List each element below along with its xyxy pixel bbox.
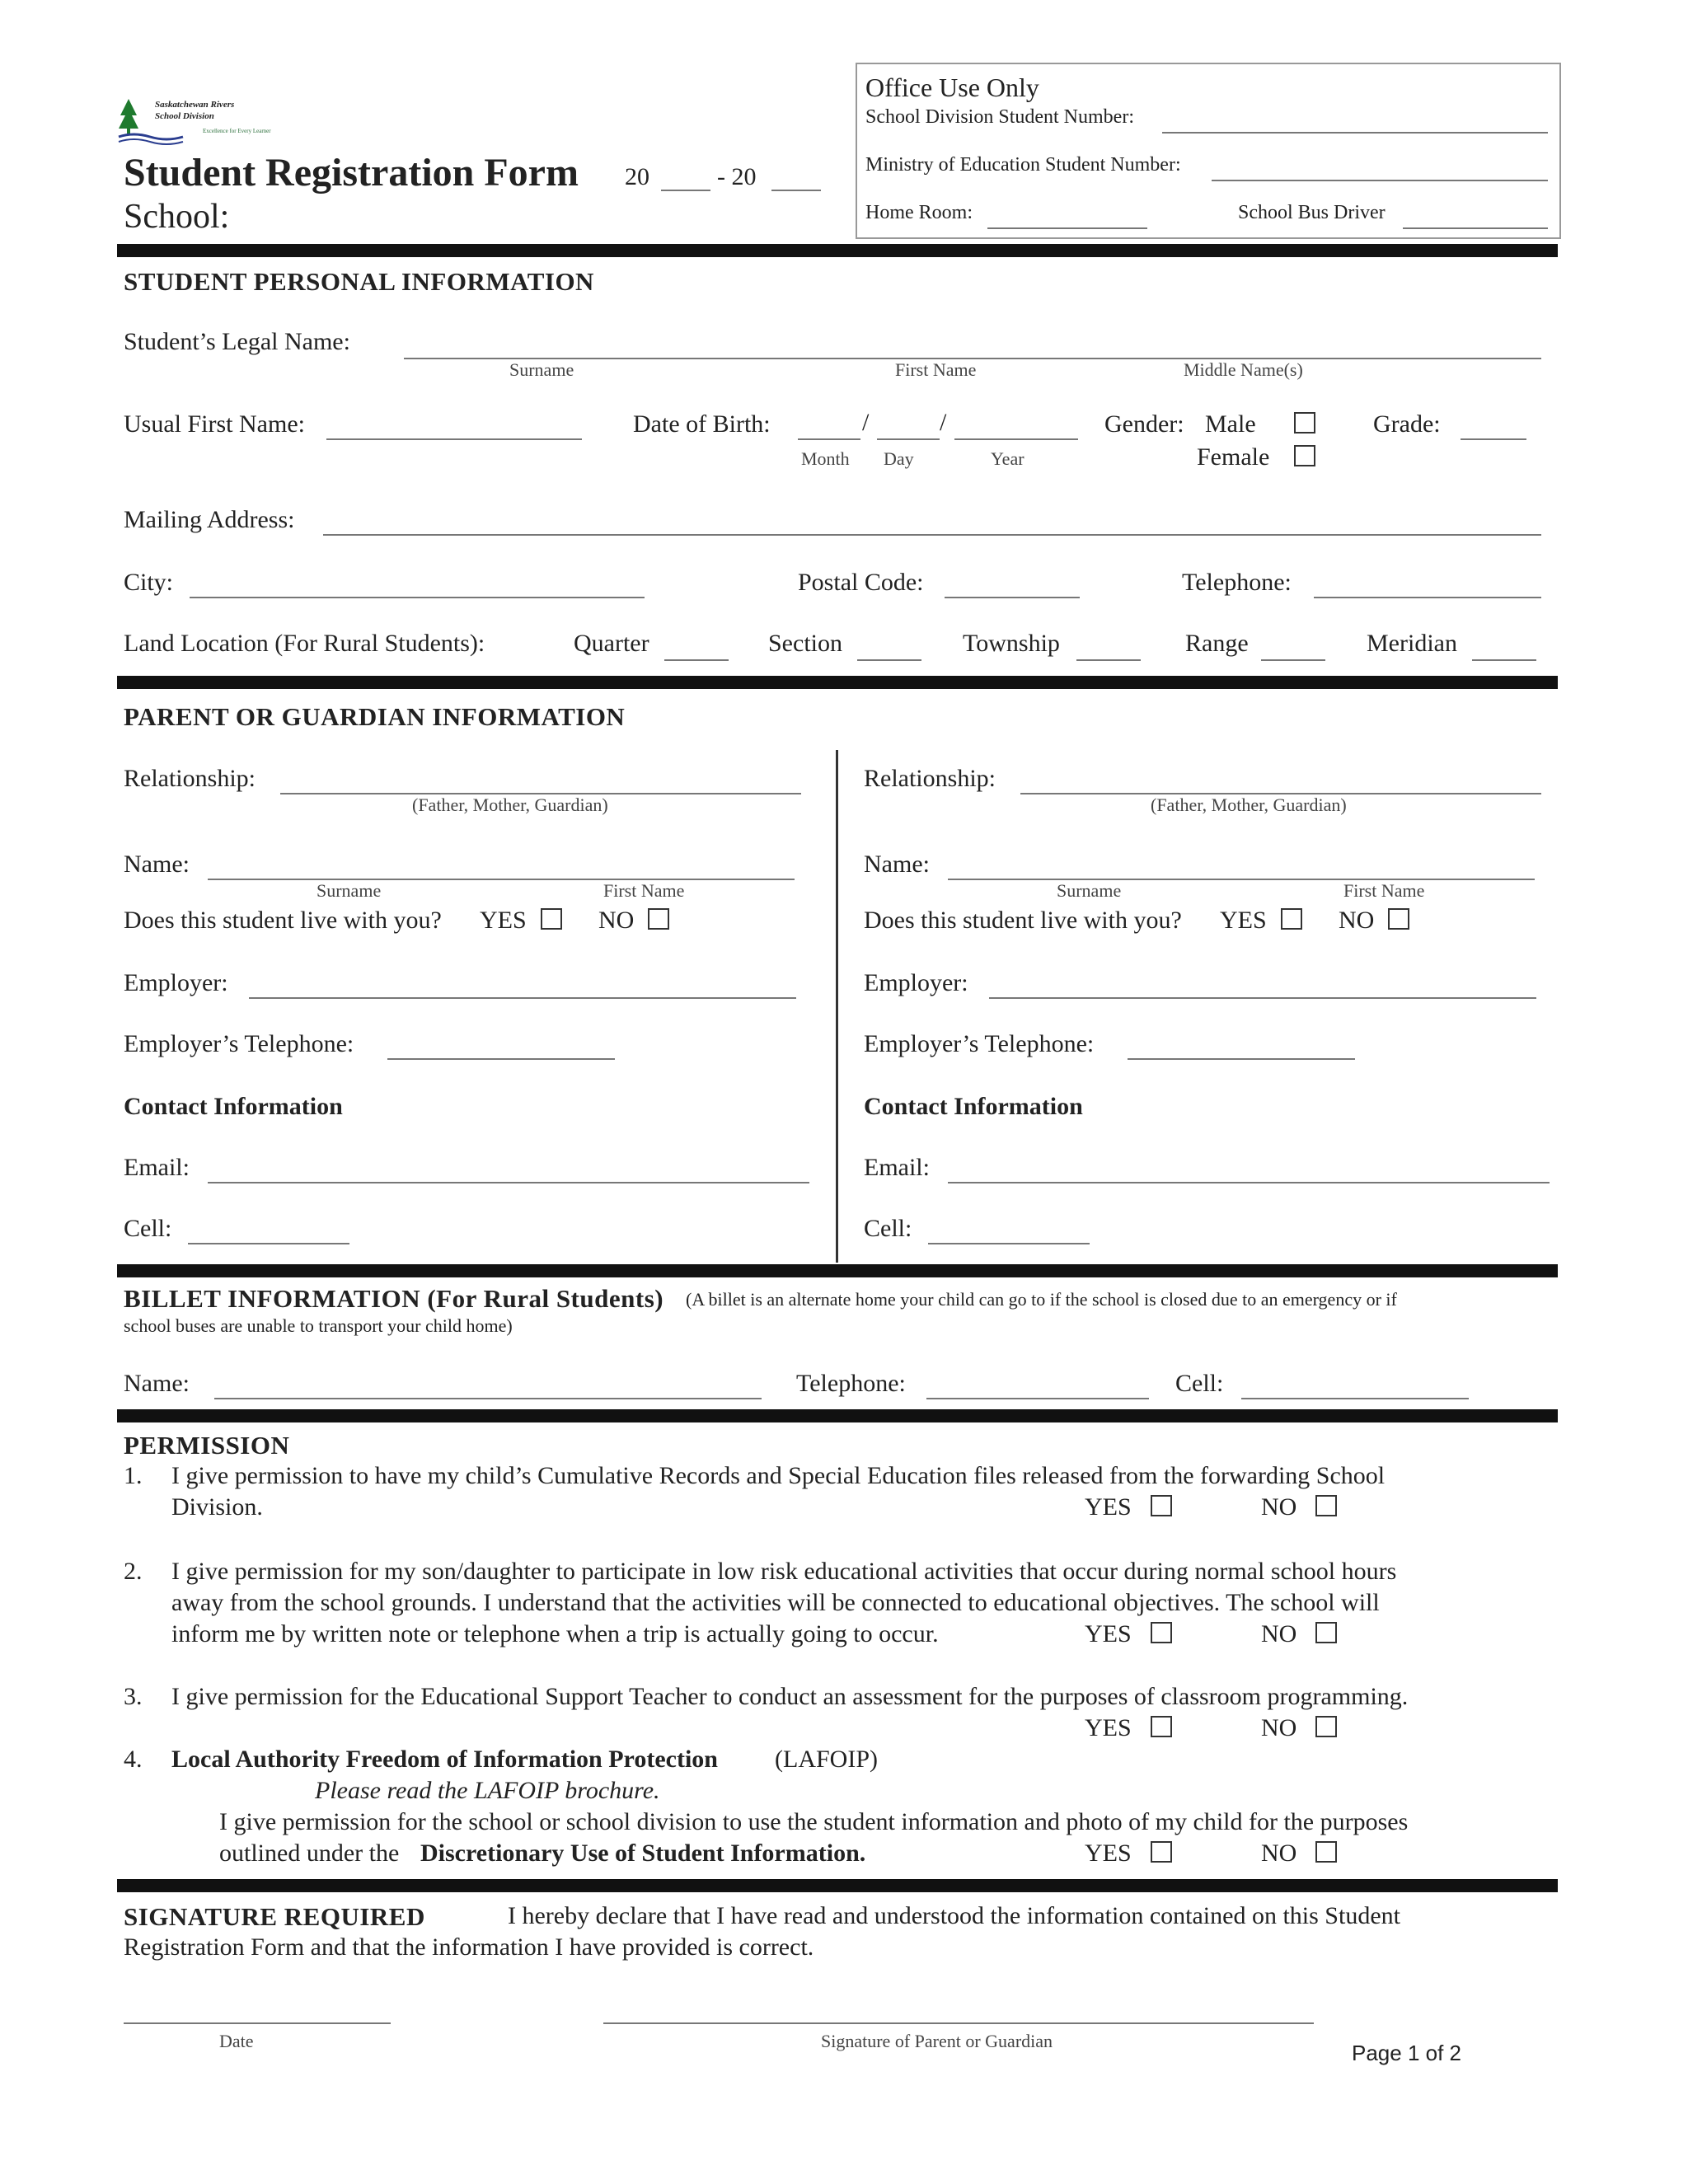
grade-field[interactable] [1461,414,1526,440]
dob-day-field[interactable] [877,414,940,440]
parent1-name-field[interactable] [208,854,795,880]
year-end-field[interactable] [771,165,821,191]
permission-3-line-1: I give permission for the Educational Support Teacher to conduct an assessment for the purposes of classroom programming. [171,1683,1409,1710]
permission-4-line-2: outlined under the [219,1840,400,1867]
gender-female-checkbox[interactable] [1294,445,1315,466]
signature-date-hint: Date [219,2031,254,2051]
quarter-field[interactable] [664,635,729,661]
permission-4-yes-checkbox[interactable] [1151,1841,1172,1863]
legal-firstname-hint: First Name [895,359,977,380]
permission-2-yes-label: YES [1085,1620,1132,1647]
dob-month-hint: Month [801,448,850,469]
page-number: Page 1 of 2 [1352,2041,1461,2065]
parent2-live-with-label: Does this student live with you? [864,907,1182,934]
billet-telephone-label: Telephone: [796,1370,906,1397]
permission-heading: PERMISSION [124,1431,290,1460]
permission-1-number: 1. [124,1462,143,1489]
home-room-label: Home Room: [865,202,973,223]
legal-name-label: Student’s Legal Name: [124,328,350,355]
parent2-cell-field[interactable] [928,1218,1090,1244]
township-label: Township [963,630,1060,657]
parent2-relationship-hint: (Father, Mother, Guardian) [1151,794,1347,815]
land-location-label: Land Location (For Rural Students): [124,630,485,657]
office-title: Office Use Only [865,73,1039,102]
section-divider [117,1879,1558,1892]
gender-female-label: Female [1197,443,1270,471]
sd-number-label: School Division Student Number: [865,106,1134,128]
city-label: City: [124,569,174,596]
dob-slash-1: / [862,409,870,436]
permission-4-yes-label: YES [1085,1840,1132,1867]
usual-first-label: Usual First Name: [124,410,305,438]
billet-note-line-2: school buses are unable to transport your child home) [124,1315,513,1336]
parent2-name-field[interactable] [948,854,1535,880]
ministry-number-label: Ministry of Education Student Number: [865,154,1181,176]
sd-number-field[interactable] [1162,107,1548,134]
legal-middle-hint: Middle Name(s) [1184,359,1303,380]
parent1-cell-label: Cell: [124,1215,172,1242]
postal-code-field[interactable] [945,572,1080,598]
parent1-cell-field[interactable] [188,1218,349,1244]
logo-line-1: Saskatchewan Rivers [155,100,235,110]
city-field[interactable] [190,572,645,598]
permission-4-title: Local Authority Freedom of Information Protection [171,1746,718,1773]
parent2-email-field[interactable] [948,1157,1550,1183]
home-room-field[interactable] [987,203,1147,229]
section-label: Section [768,630,842,657]
legal-name-field[interactable] [404,333,1541,359]
billet-telephone-field[interactable] [926,1373,1149,1399]
parent1-relationship-hint: (Father, Mother, Guardian) [412,794,608,815]
section-divider [117,1264,1558,1277]
permission-2-no-label: NO [1261,1620,1297,1647]
dob-day-hint: Day [884,448,914,469]
permission-4-no-checkbox[interactable] [1315,1841,1337,1863]
section-divider [117,1409,1558,1422]
parent2-surname-hint: Surname [1057,880,1122,901]
bus-driver-label: School Bus Driver [1238,202,1386,223]
dob-label: Date of Birth: [633,410,771,438]
permission-3-number: 3. [124,1683,143,1710]
billet-cell-label: Cell: [1175,1370,1224,1397]
parent1-relationship-label: Relationship: [124,765,256,792]
parent-column-divider [836,750,838,1263]
parent1-employer-label: Employer: [124,969,228,996]
student-telephone-label: Telephone: [1182,569,1292,596]
school-division-logo [117,97,298,147]
logo-line-3: Excellence for Every Learner [203,128,271,134]
parent1-email-field[interactable] [208,1157,809,1183]
permission-3-yes-label: YES [1085,1714,1132,1741]
permission-4-number: 4. [124,1746,143,1773]
parent2-employer-label: Employer: [864,969,968,996]
permission-2-line-3: inform me by written note or telephone when a trip is actually going to occur. [171,1620,939,1647]
parent2-live-yes-checkbox[interactable] [1281,908,1302,930]
parent2-cell-label: Cell: [864,1215,912,1242]
declaration-line-1: I hereby declare that I have read and understood the information contained on this Student [508,1902,1400,1929]
permission-1-line-1: I give permission to have my child’s Cumulative Records and Special Education files released from the forwarding School [171,1462,1386,1489]
mailing-address-field[interactable] [323,509,1541,536]
permission-1-line-2: Division. [171,1493,263,1521]
parent1-live-with-label: Does this student live with you? [124,907,442,934]
grade-label: Grade: [1373,410,1441,438]
signature-field[interactable] [603,1998,1314,2024]
parent2-name-label: Name: [864,851,930,878]
meridian-field[interactable] [1472,635,1536,661]
dob-year-hint: Year [991,448,1025,469]
billet-name-label: Name: [124,1370,190,1397]
gender-male-checkbox[interactable] [1294,412,1315,434]
permission-1-no-label: NO [1261,1493,1297,1521]
billet-section-heading: BILLET INFORMATION (For Rural Students) [124,1284,664,1313]
parent1-relationship-field[interactable] [280,768,801,794]
parent1-firstname-hint: First Name [603,880,685,901]
parent1-contact-heading: Contact Information [124,1093,343,1120]
parent1-live-yes-checkbox[interactable] [541,908,562,930]
student-telephone-field[interactable] [1314,572,1541,598]
township-field[interactable] [1076,635,1141,661]
form-title: Student Registration Form [124,151,579,194]
year-prefix: 20 [625,163,649,190]
parent2-contact-heading: Contact Information [864,1093,1083,1120]
permission-3-yes-checkbox[interactable] [1151,1716,1172,1737]
parent-section-heading: PARENT OR GUARDIAN INFORMATION [124,702,626,731]
student-section-heading: STUDENT PERSONAL INFORMATION [124,267,594,296]
permission-1-yes-label: YES [1085,1493,1132,1521]
permission-4-bold-tail: Discretionary Use of Student Information. [420,1840,866,1867]
permission-2-no-checkbox[interactable] [1315,1622,1337,1643]
signature-date-field[interactable] [124,1998,391,2024]
permission-2-line-1: I give permission for my son/daughter to participate in low risk educational activities that occur during normal school hours [171,1558,1397,1585]
parent2-employer-field[interactable] [989,972,1536,999]
school-label: School: [124,198,230,236]
parent1-surname-hint: Surname [316,880,382,901]
parent2-no-label: NO [1339,907,1375,934]
parent1-employer-field[interactable] [249,972,796,999]
year-separator: - 20 [717,163,757,190]
parent2-relationship-field[interactable] [1020,768,1541,794]
ministry-number-field[interactable] [1212,155,1548,181]
signature-hint: Signature of Parent or Guardian [821,2031,1053,2051]
postal-code-label: Postal Code: [798,569,924,596]
parent2-live-no-checkbox[interactable] [1388,908,1409,930]
section-divider [117,244,1558,257]
gender-male-label: Male [1205,410,1256,438]
parent1-email-label: Email: [124,1154,190,1181]
legal-surname-hint: Surname [509,359,574,380]
parent2-email-label: Email: [864,1154,930,1181]
quarter-label: Quarter [574,630,649,657]
parent1-live-no-checkbox[interactable] [648,908,669,930]
permission-4-no-label: NO [1261,1840,1297,1867]
parent2-employer-tel-label: Employer’s Telephone: [864,1030,1095,1057]
office-use-box [856,63,1561,239]
permission-4-title-suffix: (LAFOIP) [775,1746,878,1773]
permission-2-line-2: away from the school grounds. I understand that the activities will be connected to educational objectives. The school will [171,1589,1380,1616]
dob-month-field[interactable] [798,414,860,440]
parent1-no-label: NO [598,907,635,934]
parent2-employer-tel-field[interactable] [1128,1033,1355,1060]
mailing-address-label: Mailing Address: [124,506,295,533]
range-field[interactable] [1261,635,1325,661]
billet-name-field[interactable] [214,1373,762,1399]
logo-line-2: School Division [155,111,214,121]
bus-driver-field[interactable] [1403,203,1548,229]
permission-3-no-checkbox[interactable] [1315,1716,1337,1737]
permission-4-italic-note: Please read the LAFOIP brochure. [315,1777,660,1804]
range-label: Range [1185,630,1249,657]
permission-1-no-checkbox[interactable] [1315,1495,1337,1516]
usual-first-field[interactable] [326,414,582,440]
section-divider [117,676,1558,689]
permission-2-number: 2. [124,1558,143,1585]
billet-cell-field[interactable] [1241,1373,1469,1399]
parent1-employer-tel-label: Employer’s Telephone: [124,1030,354,1057]
permission-4-line-1: I give permission for the school or school division to use the student information and photo of my child for the purposes [219,1808,1409,1835]
declaration-line-2: Registration Form and that the information I have provided is correct. [124,1933,814,1961]
parent1-name-label: Name: [124,851,190,878]
dob-year-field[interactable] [954,414,1078,440]
permission-3-no-label: NO [1261,1714,1297,1741]
year-start-field[interactable] [661,165,710,191]
meridian-label: Meridian [1367,630,1457,657]
dob-slash-2: / [940,409,947,436]
permission-2-yes-checkbox[interactable] [1151,1622,1172,1643]
parent1-yes-label: YES [480,907,527,934]
parent2-relationship-label: Relationship: [864,765,996,792]
parent2-firstname-hint: First Name [1343,880,1425,901]
billet-note-line-1: (A billet is an alternate home your child can go to if the school is closed due to an emergency or if [686,1289,1397,1310]
parent2-yes-label: YES [1220,907,1267,934]
signature-heading: SIGNATURE REQUIRED [124,1902,425,1931]
gender-label: Gender: [1104,410,1184,438]
permission-1-yes-checkbox[interactable] [1151,1495,1172,1516]
section-field[interactable] [857,635,921,661]
parent1-employer-tel-field[interactable] [387,1033,615,1060]
